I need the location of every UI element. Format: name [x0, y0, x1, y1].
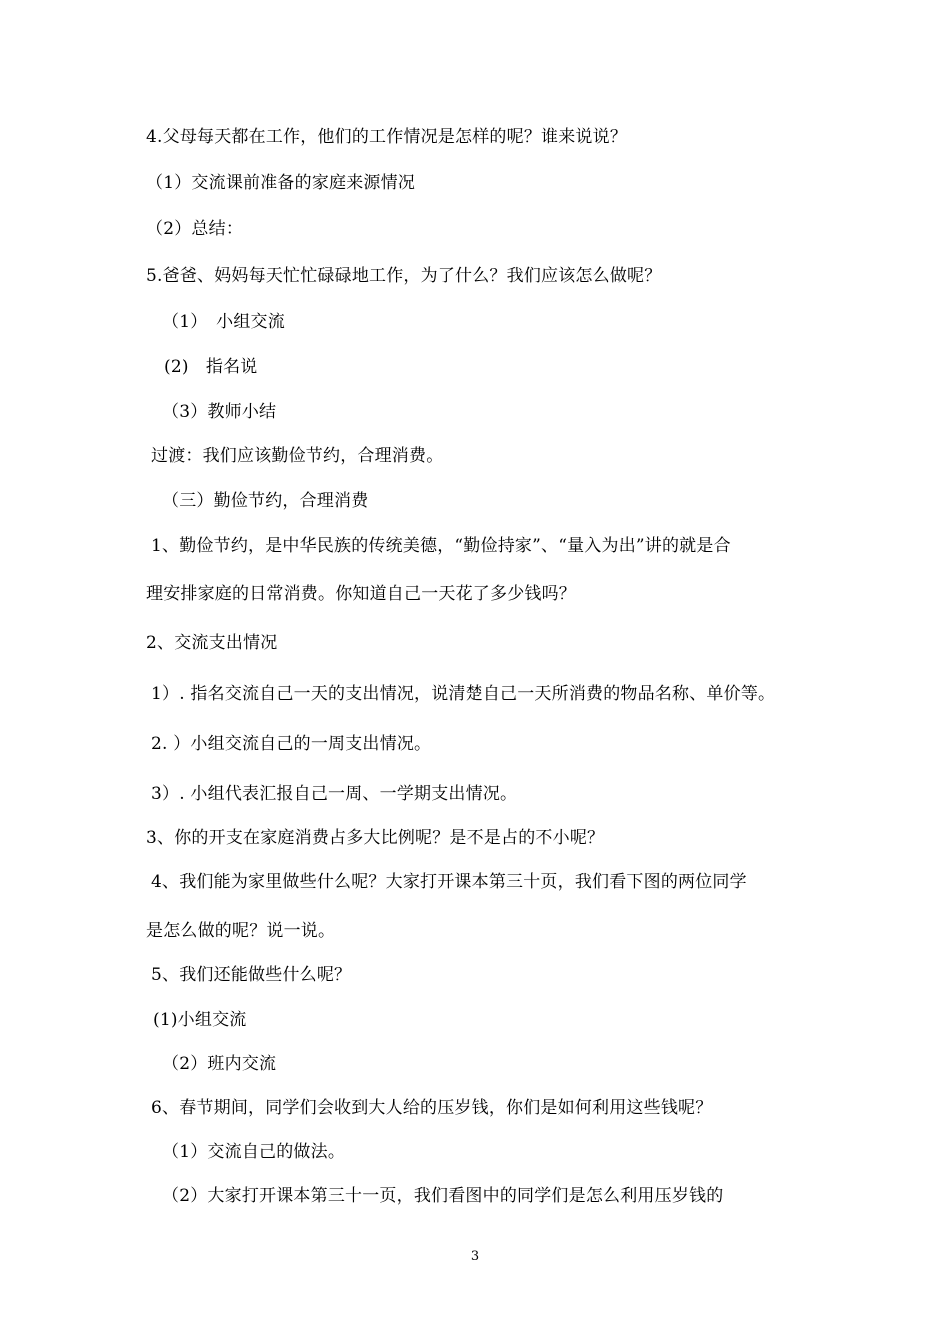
text-line: 4.父母每天都在工作，他们的工作情况是怎样的呢？谁来说说？	[146, 127, 628, 147]
text-line: 5.爸爸、妈妈每天忙忙碌碌地工作，为了什么？我们应该怎么做呢？	[146, 266, 662, 286]
text-line: 3、你的开支在家庭消费占多大比例呢？是不是占的不小呢？	[146, 828, 605, 848]
text-line: 1、勤俭节约，是中华民族的传统美德，“勤俭持家”、“量入为出”讲的就是合	[151, 536, 731, 556]
text-line: 3）. 小组代表汇报自己一周、一学期支出情况。	[151, 784, 518, 804]
text-line: 1）. 指名交流自己一天的支出情况，说清楚自己一天所消费的物品名称、单价等。	[151, 684, 776, 704]
text-line: 2. ）小组交流自己的一周支出情况。	[151, 734, 432, 754]
text-line: （1）交流课前准备的家庭来源情况	[146, 173, 416, 193]
text-line: （1） 小组交流	[162, 312, 285, 332]
text-line: 5、我们还能做些什么呢？	[151, 965, 352, 985]
text-line: 是怎么做的呢？说一说。	[146, 921, 336, 941]
text-line: （2）总结：	[146, 219, 244, 239]
section-heading: （三）勤俭节约，合理消费	[162, 491, 369, 511]
text-line: (1)小组交流	[153, 1010, 247, 1030]
page-number: 3	[470, 1249, 480, 1264]
text-line: 2、交流支出情况	[146, 633, 278, 653]
text-line: 过渡：我们应该勤俭节约，合理消费。	[151, 446, 444, 466]
text-line: (2) 指名说	[164, 357, 258, 377]
text-line: 4、我们能为家里做些什么呢？大家打开课本第三十页，我们看下图的两位同学	[151, 872, 747, 892]
text-line: （3）教师小结	[162, 402, 277, 422]
text-line: （2）班内交流	[162, 1054, 277, 1074]
text-line: （2）大家打开课本第三十一页，我们看图中的同学们是怎么利用压岁钱的	[162, 1186, 724, 1206]
text-line: （1）交流自己的做法。	[162, 1142, 346, 1162]
text-line: 理安排家庭的日常消费。你知道自己一天花了多少钱吗？	[146, 584, 576, 604]
text-line: 6、春节期间，同学们会收到大人给的压岁钱，你们是如何利用这些钱呢？	[151, 1098, 713, 1118]
